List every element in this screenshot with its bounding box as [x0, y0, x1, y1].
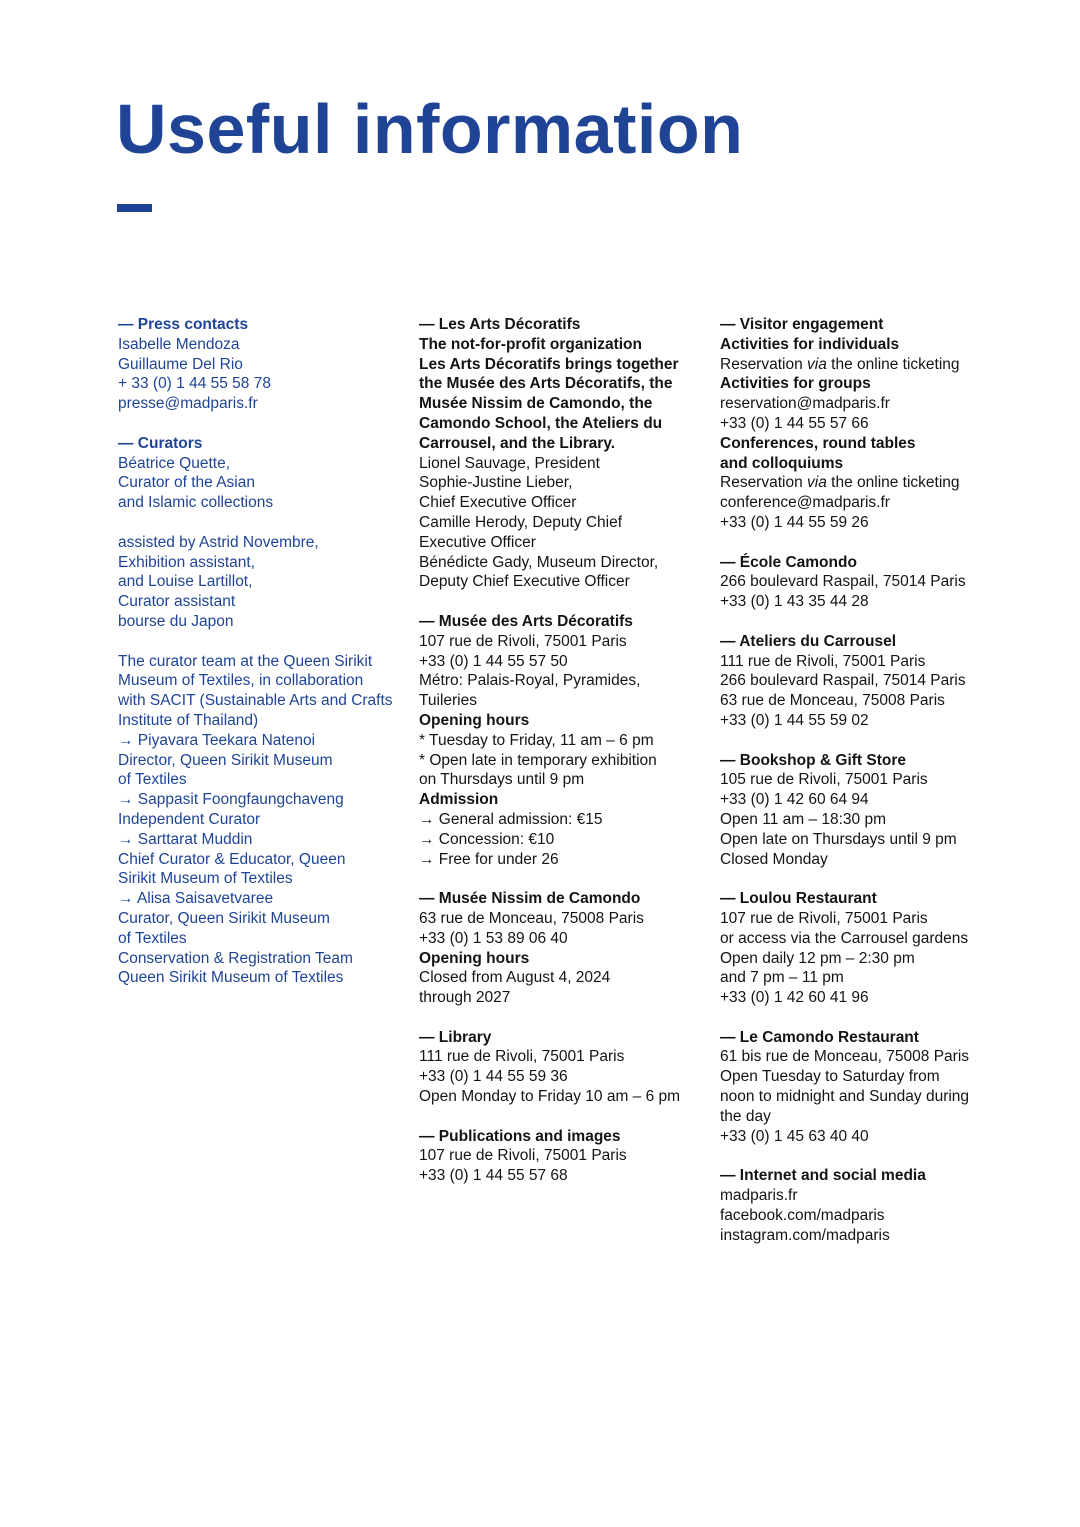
- ateliers-heading: — Ateliers du Carrousel: [720, 632, 897, 650]
- publications-heading: — Publications and images: [419, 1127, 621, 1145]
- ecole-info-line: 266 boulevard Raspail, 75014 Paris: [720, 573, 966, 591]
- assistant-line: assisted by Astrid Novembre,: [118, 533, 319, 551]
- camondo-info-line: 63 rue de Monceau, 75008 Paris: [419, 909, 644, 927]
- le-camondo-heading: — Le Camondo Restaurant: [720, 1028, 919, 1046]
- conferences-reservation-line: Reservation via the online ticketing: [720, 474, 960, 492]
- press-email: presse@madparis.fr: [118, 395, 258, 413]
- curator-line: Béatrice Quette,: [118, 454, 231, 472]
- ecole-info-line: +33 (0) 1 43 35 44 28: [720, 593, 869, 611]
- curator-team-line: Director, Queen Sirikit Museum: [118, 751, 333, 769]
- library-heading: — Library: [419, 1028, 492, 1046]
- website-link: madparis.fr: [720, 1187, 798, 1205]
- assistant-line: bourse du Japon: [118, 612, 234, 630]
- ecole-camondo-heading: — École Camondo: [720, 553, 857, 571]
- bookshop-info-line: +33 (0) 1 42 60 64 94: [720, 791, 869, 809]
- curator-team-line: Curator, Queen Sirikit Museum: [118, 909, 330, 927]
- internet-heading: — Internet and social media: [720, 1167, 926, 1185]
- publications-info-line: 107 rue de Rivoli, 75001 Paris: [419, 1147, 627, 1165]
- staff-line: Lionel Sauvage, President: [419, 454, 600, 472]
- loulou-info-line: 107 rue de Rivoli, 75001 Paris: [720, 909, 928, 927]
- arts-decoratifs-intro: Les Arts Décoratifs brings together: [419, 355, 679, 373]
- camondo-hours-line: Closed from August 4, 2024: [419, 969, 611, 987]
- curator-team-line: The curator team at the Queen Sirikit: [118, 652, 373, 670]
- le-camondo-info-line: Open Tuesday to Saturday from: [720, 1068, 940, 1086]
- assistant-line: Exhibition assistant,: [118, 553, 255, 571]
- mad-info-line: 107 rue de Rivoli, 75001 Paris: [419, 632, 627, 650]
- press-contacts-heading: — Press contacts: [118, 316, 249, 333]
- curator-team-line: → Sarttarat Muddin: [118, 830, 253, 848]
- groups-heading: Activities for groups: [720, 375, 871, 393]
- press-contact-name: Guillaume Del Rio: [118, 355, 243, 373]
- arts-decoratifs-intro: Carrousel, and the Library.: [419, 434, 616, 452]
- conferences-email: conference@madparis.fr: [720, 494, 890, 512]
- arts-decoratifs-intro: the Musée des Arts Décoratifs, the: [419, 375, 673, 393]
- arts-decoratifs-heading: — Les Arts Décoratifs: [419, 316, 581, 333]
- mad-hours-line: * Tuesday to Friday, 11 am – 6 pm: [419, 731, 654, 749]
- curator-team-line: Independent Curator: [118, 810, 261, 828]
- curator-team-line: Museum of Textiles, in collaboration: [118, 672, 364, 690]
- arts-decoratifs-intro: Musée Nissim de Camondo, the: [419, 395, 653, 413]
- curator-team-line: with SACIT (Sustainable Arts and Crafts: [118, 692, 393, 710]
- staff-line: Sophie-Justine Lieber,: [419, 474, 573, 492]
- le-camondo-info-line: noon to midnight and Sunday during: [720, 1088, 970, 1106]
- assistant-line: Curator assistant: [118, 593, 236, 611]
- curator-team-line: → Sappasit Foongfaungchaveng: [118, 791, 344, 809]
- mad-hours-line: on Thursdays until 9 pm: [419, 771, 585, 789]
- groups-phone: +33 (0) 1 44 55 57 66: [720, 414, 869, 432]
- bookshop-info-line: 105 rue de Rivoli, 75001 Paris: [720, 771, 928, 789]
- staff-line: Camille Herody, Deputy Chief: [419, 513, 623, 531]
- arts-decoratifs-intro: Camondo School, the Ateliers du: [419, 414, 663, 432]
- conferences-heading: and colloquiums: [720, 454, 844, 472]
- bookshop-info-line: Open 11 am – 18:30 pm: [720, 810, 887, 828]
- curator-team-line: of Textiles: [118, 771, 187, 789]
- camondo-hours-heading: Opening hours: [419, 949, 530, 967]
- column-services: [720, 315, 1020, 1245]
- publications-info-line: +33 (0) 1 44 55 57 68: [419, 1167, 568, 1185]
- le-camondo-info-line: +33 (0) 1 45 63 40 40: [720, 1127, 869, 1145]
- admission-line: → General admission: €15: [419, 810, 603, 828]
- le-camondo-info-line: 61 bis rue de Monceau, 75008 Paris: [720, 1048, 970, 1066]
- instagram-link: instagram.com/madparis: [720, 1226, 890, 1244]
- mad-info-line: Tuileries: [419, 692, 477, 710]
- le-camondo-info-line: the day: [720, 1107, 771, 1125]
- curator-team-line: → Piyavara Teekara Natenoi: [118, 731, 316, 749]
- mad-hours-heading: Opening hours: [419, 711, 530, 729]
- individuals-heading: Activities for individuals: [720, 335, 900, 353]
- staff-line: Deputy Chief Executive Officer: [419, 573, 630, 591]
- curator-team-line: → Alisa Saisavetvaree: [118, 890, 274, 908]
- staff-line: Executive Officer: [419, 533, 536, 551]
- conferences-heading: Conferences, round tables: [720, 434, 916, 452]
- mad-hours-line: * Open late in temporary exhibition: [419, 751, 657, 769]
- ateliers-info-line: +33 (0) 1 44 55 59 02: [720, 711, 869, 729]
- loulou-info-line: or access via the Carrousel gardens: [720, 929, 969, 947]
- staff-line: Chief Executive Officer: [419, 494, 577, 512]
- facebook-link: facebook.com/madparis: [720, 1206, 885, 1224]
- bookshop-info-line: Open late on Thursdays until 9 pm: [720, 830, 957, 848]
- bookshop-heading: — Bookshop & Gift Store: [720, 751, 906, 769]
- library-info-line: Open Monday to Friday 10 am – 6 pm: [419, 1088, 681, 1106]
- curator-team-line: Queen Sirikit Museum of Textiles: [118, 969, 344, 987]
- curator-line: and Islamic collections: [118, 494, 274, 512]
- curator-team-line: Chief Curator & Educator, Queen: [118, 850, 346, 868]
- camondo-heading: — Musée Nissim de Camondo: [419, 890, 641, 908]
- mad-info-line: Métro: Palais-Royal, Pyramides,: [419, 672, 641, 690]
- ateliers-info-line: 111 rue de Rivoli, 75001 Paris: [720, 652, 926, 670]
- curator-team-line: Sirikit Museum of Textiles: [118, 870, 293, 888]
- curator-line: Curator of the Asian: [118, 474, 255, 492]
- press-contact-name: Isabelle Mendoza: [118, 335, 240, 353]
- bookshop-info-line: Closed Monday: [720, 850, 828, 868]
- arts-decoratifs-intro: The not-for-profit organization: [419, 335, 642, 353]
- library-info-line: 111 rue de Rivoli, 75001 Paris: [419, 1048, 625, 1066]
- title-dash-divider: [117, 204, 152, 212]
- column-contacts: [118, 315, 410, 988]
- curators-heading: — Curators: [118, 434, 203, 452]
- press-phone: + 33 (0) 1 44 55 58 78: [118, 375, 271, 393]
- camondo-info-line: +33 (0) 1 53 89 06 40: [419, 929, 568, 947]
- loulou-info-line: Open daily 12 pm – 2:30 pm: [720, 949, 915, 967]
- column-institutions: [419, 315, 709, 1186]
- loulou-info-line: and 7 pm – 11 pm: [720, 969, 844, 987]
- visitor-engagement-heading: — Visitor engagement: [720, 316, 884, 333]
- ateliers-info-line: 63 rue de Monceau, 75008 Paris: [720, 692, 945, 710]
- admission-line: → Free for under 26: [419, 850, 559, 868]
- individuals-reservation-line: Reservation via the online ticketing: [720, 355, 960, 373]
- library-info-line: +33 (0) 1 44 55 59 36: [419, 1068, 568, 1086]
- conferences-phone: +33 (0) 1 44 55 59 26: [720, 513, 869, 531]
- page-title: Useful information: [116, 90, 744, 168]
- admission-line: → Concession: €10: [419, 830, 555, 848]
- staff-line: Bénédicte Gady, Museum Director,: [419, 553, 659, 571]
- loulou-heading: — Loulou Restaurant: [720, 890, 877, 908]
- ateliers-info-line: 266 boulevard Raspail, 75014 Paris: [720, 672, 966, 690]
- assistant-line: and Louise Lartillot,: [118, 573, 253, 591]
- groups-email: reservation@madparis.fr: [720, 395, 890, 413]
- curator-team-line: of Textiles: [118, 929, 187, 947]
- loulou-info-line: +33 (0) 1 42 60 41 96: [720, 989, 869, 1007]
- mad-info-line: +33 (0) 1 44 55 57 50: [419, 652, 568, 670]
- mad-admission-heading: Admission: [419, 791, 499, 809]
- curator-team-line: Institute of Thailand): [118, 711, 259, 729]
- mad-heading: — Musée des Arts Décoratifs: [419, 612, 633, 630]
- camondo-hours-line: through 2027: [419, 989, 511, 1007]
- curator-team-line: Conservation & Registration Team: [118, 949, 353, 967]
